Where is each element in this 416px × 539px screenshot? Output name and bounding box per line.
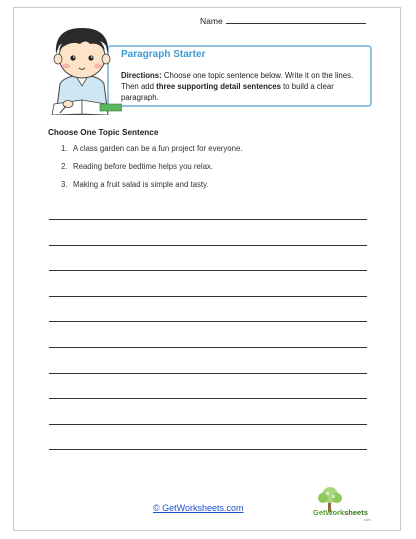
topic-section-heading: Choose One Topic Sentence (48, 128, 159, 137)
boy-reading-illustration (42, 20, 122, 115)
option-number: 2. (61, 162, 68, 171)
option-text: Making a fruit salad is simple and tasty. (73, 180, 209, 189)
writing-line[interactable] (49, 398, 367, 399)
topic-options-list (61, 143, 242, 197)
writing-line[interactable] (49, 321, 367, 322)
writing-line[interactable] (49, 347, 367, 348)
option-number: 3. (61, 180, 68, 189)
option-number: 1. (61, 144, 68, 153)
getworksheets-logo (313, 486, 379, 526)
directions-text (121, 70, 369, 103)
logo-text-a: GetWork (313, 508, 345, 517)
writing-line[interactable] (49, 270, 367, 271)
logo-text (313, 508, 368, 517)
option-text: A class garden can be a fun project for everyone. (73, 144, 243, 153)
list-item (61, 143, 242, 161)
list-item (61, 161, 242, 179)
logo-text-b: sheets (344, 508, 368, 517)
writing-line[interactable] (49, 373, 367, 374)
footer-link[interactable]: © GetWorksheets.com (153, 503, 244, 513)
name-field (200, 16, 366, 26)
writing-line[interactable] (49, 296, 367, 297)
list-item (61, 179, 242, 197)
name-line[interactable] (226, 23, 366, 24)
directions-bold-text: three supporting detail sentences (156, 82, 281, 91)
box-title: Paragraph Starter (121, 49, 206, 60)
writing-line[interactable] (49, 424, 367, 425)
directions-label: Directions: (121, 71, 162, 80)
option-text: Reading before bedtime helps you relax. (73, 162, 213, 171)
writing-line[interactable] (49, 449, 367, 450)
directions-text-after: to build a clear paragraph. (121, 82, 334, 102)
writing-line[interactable] (49, 219, 367, 220)
logo-sub: .com (363, 518, 371, 522)
name-label: Name (200, 16, 223, 26)
directions-text-before: Choose one topic sentence below. Write it on the lines. Then add (121, 71, 354, 91)
writing-line[interactable] (49, 245, 367, 246)
